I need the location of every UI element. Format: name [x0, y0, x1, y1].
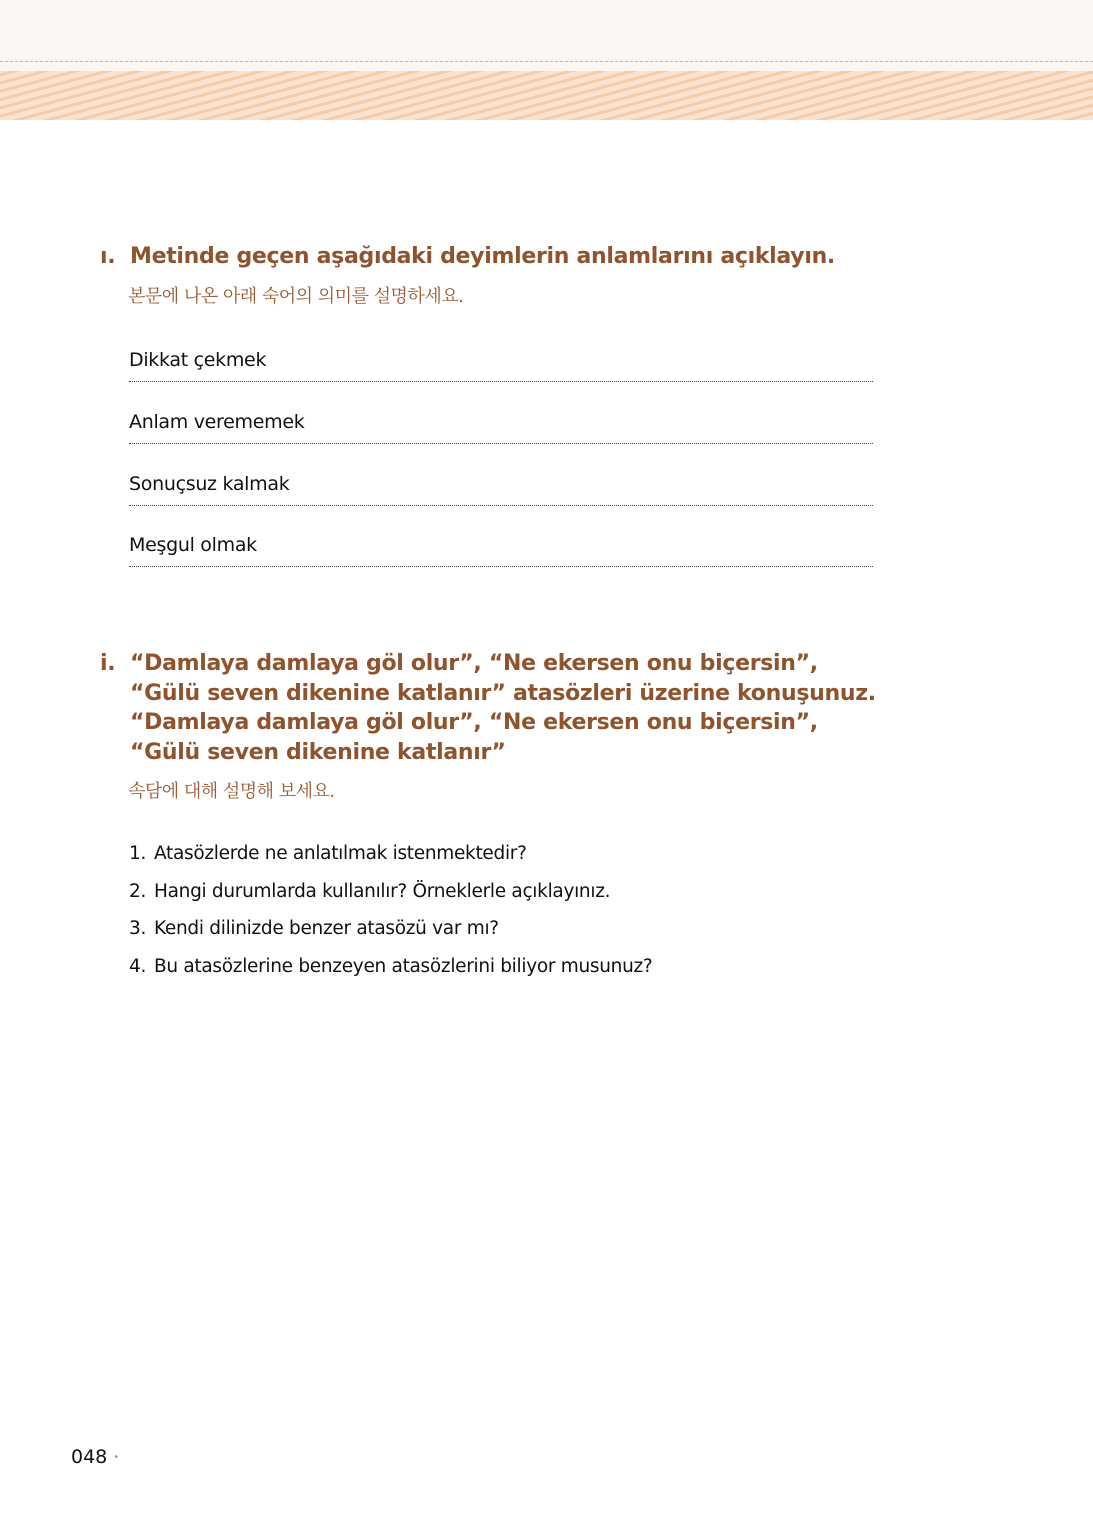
answer-line[interactable]: Meşgul olmak — [129, 531, 873, 567]
question-1-korean: 본문에 나온 아래 숙어의 의미를 설명하세요. — [128, 286, 464, 307]
list-item: 1. Atasözlerde ne anlatılmak istenmektedir? — [129, 843, 527, 864]
question-2-korean: 속담에 대해 설명해 보세요. — [128, 781, 335, 802]
page-number: 048 • — [71, 1446, 120, 1468]
answer-line[interactable]: Sonuçsuz kalmak — [129, 470, 873, 506]
list-item: 4. Bu atasözlerine benzeyen atasözlerini biliyor musunuz? — [129, 955, 653, 977]
answer-line[interactable]: Dikkat çekmek — [129, 346, 873, 382]
header-band — [0, 0, 1093, 62]
question-2-title: i. “Damlaya damlaya göl olur”, “Ne ekersen onu biçersin”, “Gülü seven dikenine katlanır” atasözleri üzerine konuşunuz. “Damlaya damlaya göl olur”, “Ne ekersen onu biçersin”, “Gülü seven dikenine katlanır” — [100, 651, 876, 765]
question-1-title: ı. Metinde geçen aşağıdaki deyimlerin anlamlarını açıklayın. — [100, 244, 835, 269]
list-item: 3. Kendi dilinizde benzer atasözü var mı? — [129, 918, 499, 939]
answer-line[interactable]: Anlam verememek — [129, 408, 873, 444]
discussion-questions — [129, 843, 652, 993]
header-stripe — [0, 71, 1093, 120]
list-item: 2. Hangi durumlarda kullanılır? Örneklerle açıklayınız. — [129, 880, 611, 902]
